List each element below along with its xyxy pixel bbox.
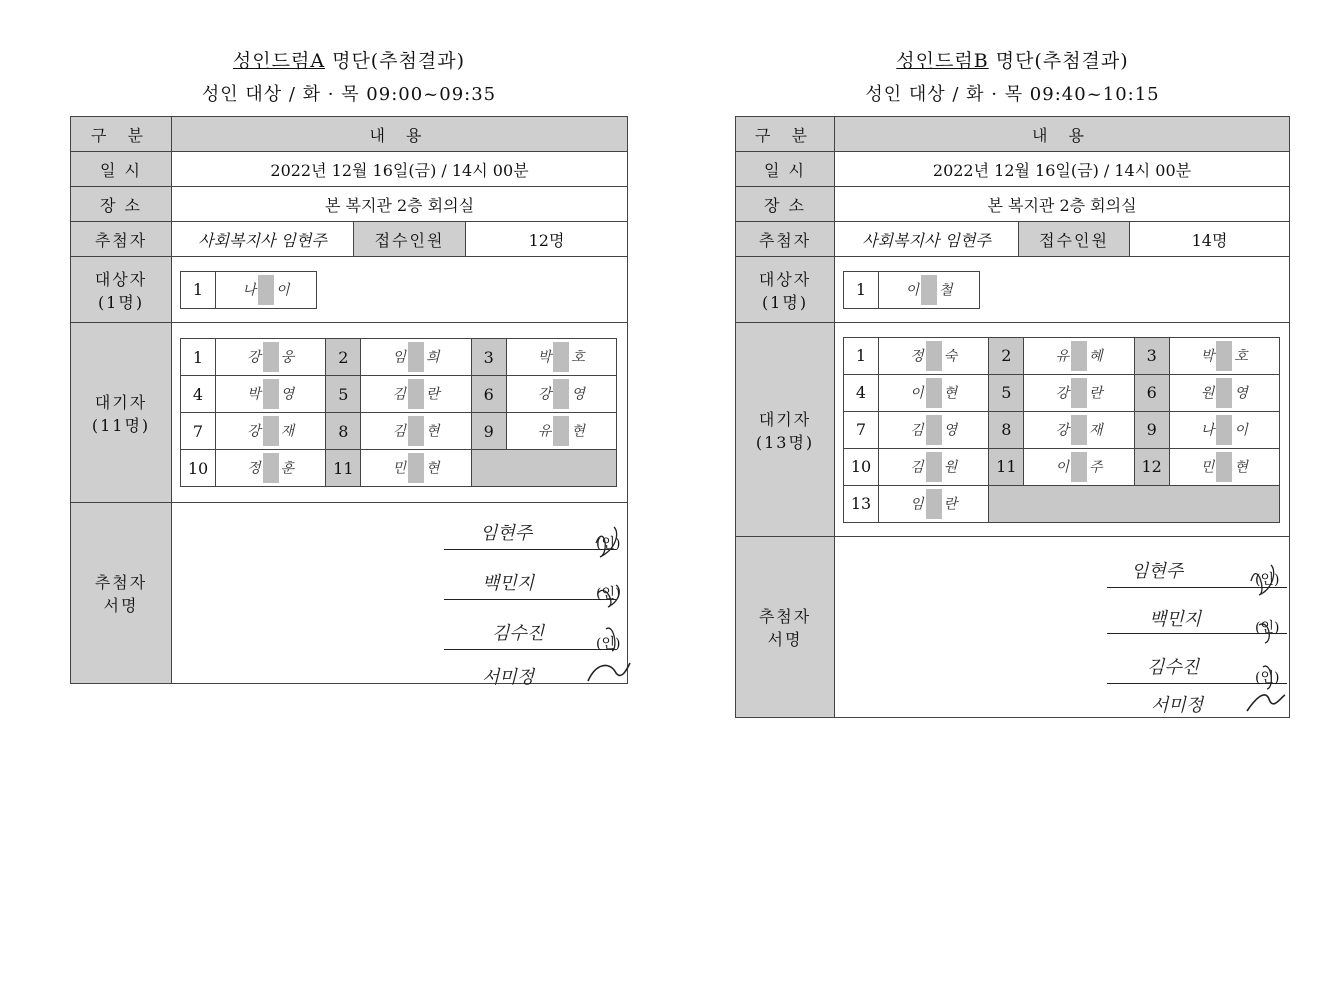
- handwritten-signature: [586, 513, 636, 683]
- waiting-number: 8: [326, 413, 361, 450]
- waiting-name: [1169, 374, 1279, 411]
- document-subtitle: 성인 대상 / 화 · 목 09:40~10:15: [865, 84, 1160, 105]
- name-final: 주: [1088, 459, 1103, 475]
- privacy-mask: [553, 379, 569, 409]
- waiting-number: 3: [1134, 337, 1169, 374]
- name-final: 이: [1234, 422, 1248, 438]
- datetime-label: 일 시: [736, 152, 835, 187]
- target-number: 1: [181, 271, 216, 308]
- name-initial: 원: [1200, 385, 1215, 401]
- applicants-label: 접수인원: [1019, 222, 1130, 257]
- program-name: 성인드럼A: [232, 50, 326, 72]
- document-title: [735, 46, 1290, 73]
- privacy-mask: [263, 342, 279, 372]
- name-final: 영: [571, 386, 585, 403]
- seal-mark: (인): [596, 586, 621, 602]
- target-label-line1: 대상자: [758, 269, 812, 289]
- waiting-number: 11: [989, 448, 1024, 485]
- target-label: [71, 257, 172, 323]
- place-value: 본 복지관 2층 회의실: [172, 187, 628, 222]
- privacy-mask: [408, 453, 424, 483]
- waiting-name: [879, 485, 989, 522]
- document-title: [70, 46, 628, 73]
- waiting-label: [736, 323, 835, 537]
- signer-name: 백민지: [1149, 609, 1202, 630]
- signer-name: 김수진: [492, 623, 545, 644]
- signature-label: [71, 503, 172, 684]
- target-cell: [835, 257, 1290, 323]
- target-label-line2: (1명): [97, 292, 145, 312]
- name-initial: 김: [910, 459, 924, 475]
- privacy-mask: [1216, 452, 1232, 482]
- name-initial: 임: [910, 496, 924, 512]
- header-label: 구 분: [736, 117, 835, 152]
- waiting-name: [879, 374, 989, 411]
- seal-mark: (인): [596, 636, 621, 652]
- privacy-mask: [258, 275, 274, 305]
- program-name: 성인드럼B: [896, 50, 989, 72]
- name-initial: 정: [247, 460, 261, 477]
- applicants-value: 14명: [1130, 222, 1290, 257]
- waiting-number: 13: [844, 485, 879, 522]
- name-final: 웅: [280, 349, 295, 366]
- waiting-name: [879, 337, 989, 374]
- datetime-value: 2022년 12월 16일(금) / 14시 00분: [172, 152, 628, 187]
- seal-mark: (인): [596, 536, 621, 552]
- privacy-mask: [926, 452, 942, 482]
- waiting-number: 10: [844, 448, 879, 485]
- drawer-label: 추첨자: [71, 222, 172, 257]
- waiting-number: 7: [844, 411, 879, 448]
- name-final: 현: [425, 423, 440, 440]
- waiting-number: 4: [181, 376, 216, 413]
- target-name: [879, 271, 980, 308]
- waiting-number: 9: [1134, 411, 1169, 448]
- waiting-number: 7: [181, 413, 216, 450]
- privacy-mask: [926, 378, 942, 408]
- waiting-name: [361, 450, 471, 487]
- signer-name: 서미정: [482, 667, 535, 688]
- waiting-list: [843, 337, 1280, 523]
- signature-label-line2: 서명: [103, 596, 139, 615]
- target-number: 1: [844, 271, 879, 308]
- privacy-mask: [1216, 341, 1232, 371]
- waiting-name: [506, 339, 616, 376]
- name-final: 현: [1234, 459, 1248, 475]
- privacy-mask: [1216, 415, 1232, 445]
- name-initial: 임: [392, 349, 406, 366]
- waiting-label-line2: (11명): [91, 415, 151, 435]
- target-list: [843, 271, 980, 309]
- name-initial: 김: [392, 423, 406, 440]
- name-final: 혜: [1088, 348, 1103, 364]
- waiting-number: 6: [471, 376, 506, 413]
- drawer-value: 사회복지사 임현주: [835, 222, 1019, 257]
- waiting-name: [1024, 448, 1134, 485]
- waiting-name: [506, 376, 616, 413]
- privacy-mask: [1071, 415, 1087, 445]
- waiting-number: 12: [1134, 448, 1169, 485]
- name-initial: 민: [392, 460, 406, 477]
- target-cell: [172, 257, 628, 323]
- privacy-mask: [408, 379, 424, 409]
- name-final: 훈: [280, 460, 295, 477]
- signature-area: [835, 537, 1290, 718]
- header-label: 구 분: [71, 117, 172, 152]
- empty-cell: [471, 450, 616, 487]
- name-final: 원: [943, 459, 958, 475]
- name-final: 영: [943, 422, 958, 438]
- name-initial: 이: [1055, 459, 1069, 475]
- signer-name: 임현주: [1131, 561, 1184, 582]
- drawer-value: 사회복지사 임현주: [172, 222, 354, 257]
- name-initial: 강: [537, 386, 552, 403]
- name-initial: 강: [1055, 422, 1069, 438]
- name-initial: 정: [910, 348, 924, 364]
- seal-mark: (인): [1255, 620, 1280, 636]
- waiting-number: 9: [471, 413, 506, 450]
- name-initial: 김: [910, 422, 924, 438]
- name-final: 현: [943, 385, 958, 401]
- name-initial: 김: [392, 386, 406, 403]
- waiting-number: 4: [844, 374, 879, 411]
- waiting-number: 8: [989, 411, 1024, 448]
- place-value: 본 복지관 2층 회의실: [835, 187, 1290, 222]
- privacy-mask: [926, 341, 942, 371]
- name-initial: 이: [910, 385, 924, 401]
- signer-name: 백민지: [482, 573, 535, 594]
- name-final: 철: [939, 282, 953, 298]
- seal-mark: (인): [1255, 572, 1280, 588]
- privacy-mask: [263, 379, 279, 409]
- name-final: 영: [280, 386, 295, 403]
- signature-label: [736, 537, 835, 718]
- privacy-mask: [553, 416, 569, 446]
- privacy-mask: [553, 342, 569, 372]
- name-initial: 유: [537, 423, 552, 440]
- applicants-value: 12명: [466, 222, 628, 257]
- waiting-name: [1024, 374, 1134, 411]
- header-content: 내 용: [172, 117, 628, 152]
- drawer-label: 추첨자: [736, 222, 835, 257]
- privacy-mask: [1216, 378, 1232, 408]
- name-final: 현: [571, 423, 585, 440]
- name-initial: 유: [1055, 348, 1069, 364]
- privacy-mask: [926, 489, 942, 519]
- name-initial: 민: [1200, 459, 1215, 475]
- title-suffix: 명단(추첨결과): [325, 50, 466, 72]
- privacy-mask: [1071, 378, 1087, 408]
- document-subtitle: 성인 대상 / 화 · 목 09:00~09:35: [201, 84, 497, 105]
- name-final: 란: [943, 496, 958, 512]
- waiting-name: [216, 339, 326, 376]
- privacy-mask: [921, 275, 937, 305]
- privacy-mask: [926, 415, 942, 445]
- waiting-name: [361, 339, 471, 376]
- name-final: 란: [1088, 385, 1103, 401]
- target-label-line2: (1명): [761, 292, 809, 312]
- empty-cell: [989, 485, 1280, 522]
- waiting-name: [216, 376, 326, 413]
- name-initial: 이: [905, 282, 919, 298]
- place-label: 장 소: [736, 187, 835, 222]
- waiting-name: [879, 448, 989, 485]
- header-content: 내 용: [835, 117, 1290, 152]
- name-final: 영: [1234, 385, 1248, 401]
- signature-label-line1: 추첨자: [94, 573, 148, 592]
- waiting-name: [216, 413, 326, 450]
- waiting-label-line1: 대기자: [758, 409, 812, 429]
- signature-area: [172, 503, 628, 688]
- waiting-number: 2: [989, 337, 1024, 374]
- result-table: [70, 116, 628, 688]
- name-initial: 강: [1055, 385, 1069, 401]
- name-initial: 나: [1200, 422, 1215, 438]
- name-final: 재: [1088, 422, 1103, 438]
- waiting-number: 5: [326, 376, 361, 413]
- waiting-number: 5: [989, 374, 1024, 411]
- waiting-cell: [172, 323, 628, 503]
- waiting-name: [1169, 411, 1279, 448]
- name-initial: 나: [242, 282, 256, 298]
- waiting-name: [1024, 337, 1134, 374]
- waiting-name: [361, 376, 471, 413]
- name-final: 재: [280, 423, 295, 440]
- name-final: 현: [425, 460, 440, 477]
- waiting-name: [1024, 411, 1134, 448]
- waiting-label: [71, 323, 172, 503]
- target-label: [736, 257, 835, 323]
- waiting-name: [879, 411, 989, 448]
- waiting-number: 2: [326, 339, 361, 376]
- privacy-mask: [1071, 341, 1087, 371]
- name-final: 희: [425, 349, 440, 366]
- waiting-number: 10: [181, 450, 216, 487]
- waiting-label-line2: (13명): [755, 432, 815, 452]
- target-label-line1: 대상자: [94, 269, 148, 289]
- target-list: [180, 271, 317, 309]
- waiting-name: [506, 413, 616, 450]
- handwritten-signature: [1243, 549, 1289, 715]
- waiting-name: [361, 413, 471, 450]
- place-label: 장 소: [71, 187, 172, 222]
- name-initial: 강: [247, 349, 261, 366]
- name-final: 호: [1234, 348, 1248, 364]
- result-table: [735, 116, 1290, 718]
- name-initial: 박: [1200, 348, 1215, 364]
- name-initial: 강: [247, 423, 261, 440]
- waiting-name: [1169, 448, 1279, 485]
- privacy-mask: [1071, 452, 1087, 482]
- waiting-number: 1: [181, 339, 216, 376]
- privacy-mask: [263, 416, 279, 446]
- name-final: 호: [571, 349, 585, 366]
- signature-label-line1: 추첨자: [758, 607, 812, 626]
- name-initial: 박: [247, 386, 261, 403]
- signer-name: 서미정: [1151, 695, 1204, 716]
- signature-label-line2: 서명: [767, 630, 803, 649]
- name-initial: 박: [537, 349, 552, 366]
- datetime-label: 일 시: [71, 152, 172, 187]
- seal-mark: (인): [1255, 670, 1280, 686]
- signer-name: 김수진: [1147, 657, 1200, 678]
- applicants-label: 접수인원: [354, 222, 466, 257]
- waiting-list: [180, 338, 617, 487]
- waiting-name: [216, 450, 326, 487]
- signer-name: 임현주: [480, 523, 533, 544]
- privacy-mask: [408, 342, 424, 372]
- waiting-number: 11: [326, 450, 361, 487]
- privacy-mask: [408, 416, 424, 446]
- waiting-number: 1: [844, 337, 879, 374]
- datetime-value: 2022년 12월 16일(금) / 14시 00분: [835, 152, 1290, 187]
- name-final: 이: [276, 282, 290, 298]
- target-name: [216, 271, 317, 308]
- privacy-mask: [263, 453, 279, 483]
- waiting-number: 3: [471, 339, 506, 376]
- waiting-number: 6: [1134, 374, 1169, 411]
- waiting-cell: [835, 323, 1290, 537]
- title-suffix: 명단(추첨결과): [988, 50, 1129, 72]
- name-final: 숙: [943, 348, 958, 364]
- waiting-label-line1: 대기자: [94, 392, 148, 412]
- name-final: 란: [425, 386, 440, 403]
- waiting-name: [1169, 337, 1279, 374]
